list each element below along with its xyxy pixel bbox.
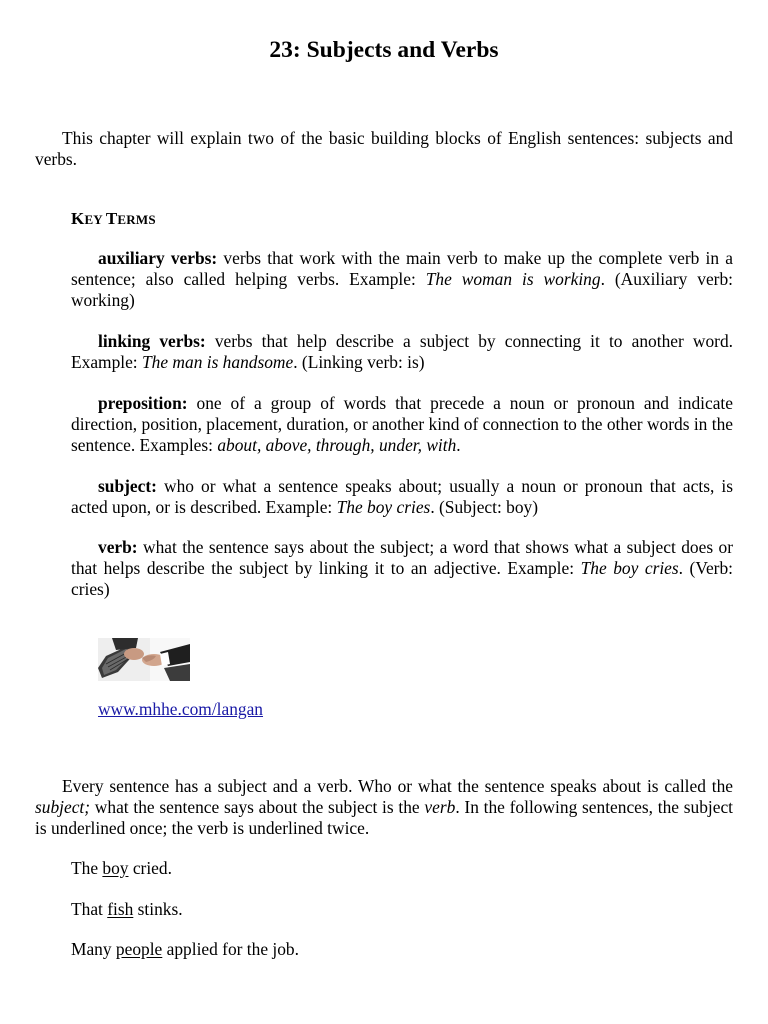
term-subject (71, 476, 733, 518)
term-example: The man is handsome (142, 352, 294, 372)
term-example: The woman is working (425, 269, 601, 289)
page-title: 23: Subjects and Verbs (269, 37, 499, 63)
body-paragraph: Every sentence has a subject and a verb. Who or what the sentence speaks about is called the subject; what the sentence says about the subject is the verb. In the following sentences, the subject is underlined once; the verb is underlined twice. (35, 776, 733, 838)
key-terms-heading: KEY TERMS (71, 209, 156, 228)
term-definition: verbs that help describe a subject by connecting it to another word. Example: (71, 331, 733, 372)
term-name: auxiliary verbs: (98, 248, 218, 268)
laptop-typing-thumbnail[interactable] (98, 638, 190, 681)
term-name: linking verbs: (98, 331, 206, 351)
term-linking-verbs (71, 331, 733, 373)
underlined-subject: people (115, 939, 163, 959)
term-name: subject: (98, 476, 157, 496)
term-after: . (Auxiliary verb: working) (71, 269, 733, 310)
term-auxiliary-verbs (71, 248, 733, 311)
term-after: . (Linking verb: is) (293, 352, 425, 372)
term-definition: verbs that work with the main verb to make up the complete verb in a sentence; also called helping verbs. Example: (71, 248, 733, 289)
intro-paragraph: This chapter will explain two of the basic building blocks of English sentences: subjects and verbs. (35, 128, 733, 169)
laptop-hands-image (98, 638, 190, 681)
term-definition: one of a group of words that precede a noun or pronoun and indicate direction, position, placement, duration, or another kind of connection to the other words in the sentence. Examples: (71, 393, 733, 455)
mhhe-langan-link[interactable]: www.mhhe.com/langan (98, 699, 264, 719)
term-definition: what the sentence says about the subject; a word that shows what a subject does or that helps describe the subject by linking it to an adjective. Example: (71, 537, 733, 578)
term-example: The boy cries (336, 497, 431, 517)
underlined-subject: fish (107, 899, 134, 919)
example-sentence: Many people applied for the job. (71, 939, 299, 959)
example-sentence: The boy cried. (71, 858, 172, 878)
term-definition: who or what a sentence speaks about; usually a noun or pronoun that acts, is acted upon, or is described. Example: (71, 476, 733, 517)
underlined-subject: boy (102, 858, 129, 878)
term-after: . (Verb: cries) (71, 558, 733, 599)
term-after: . (456, 435, 461, 455)
term-example: The boy cries (580, 558, 679, 578)
term-name: preposition: (98, 393, 188, 413)
term-example: about, above, through, under, with (217, 435, 457, 455)
term-after: . (Subject: boy) (430, 497, 539, 517)
term-verb (71, 537, 733, 600)
example-sentence: That fish stinks. (71, 899, 183, 919)
term-preposition (71, 393, 733, 456)
term-name: verb: (98, 537, 138, 557)
